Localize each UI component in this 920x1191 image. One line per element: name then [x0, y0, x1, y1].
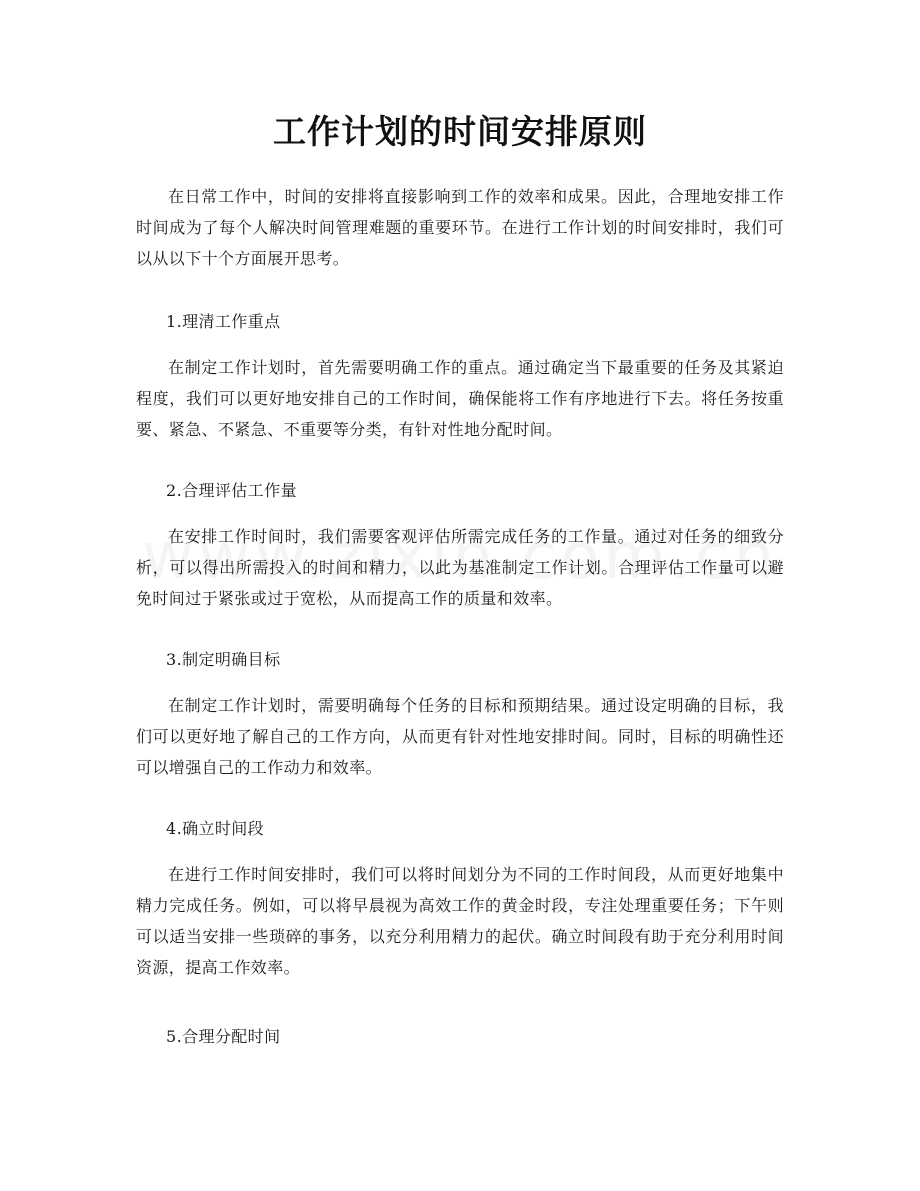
section-heading: 4.确立时间段 [166, 819, 265, 838]
section-heading: 1.理清工作重点 [166, 312, 281, 331]
section-body: 在安排工作时间时，我们需要客观评估所需完成任务的工作量。通过对任务的细致分析，可以得出所需投入的时间和精力，以此为基准制定工作计划。合理评估工作量可以避免时间过于紧张或过于宽松，从而提高工作的质量和效率。 [136, 527, 784, 608]
section-body: 在制定工作计划时，需要明确每个任务的目标和预期结果。通过设定明确的目标，我们可以更好地了解自己的工作方向，从而更有针对性地安排时间。同时，目标的明确性还可以增强自己的工作动力和效率。 [136, 696, 784, 777]
section-heading: 3.制定明确目标 [166, 650, 281, 669]
section-heading: 2.合理评估工作量 [166, 481, 297, 500]
section-body: 在进行工作时间安排时，我们可以将时间划分为不同的工作时间段，从而更好地集中精力完成任务。例如，可以将早晨视为高效工作的黄金时段，专注处理重要任务；下午则可以适当安排一些琐碎的事务，以充分利用精力的起伏。确立时间段有助于充分利用时间资源，提高工作效率。 [136, 865, 784, 977]
document-title: 工作计划的时间安排原则 [273, 112, 647, 151]
section-heading: 5.合理分配时间 [166, 1027, 281, 1046]
section-body: 在制定工作计划时，首先需要明确工作的重点。通过确定当下最重要的任务及其紧迫程度，我们可以更好地安排自己的工作时间，确保能将工作有序地进行下去。将任务按重要、紧急、不紧急、不重要等分类，有针对性地分配时间。 [136, 358, 784, 439]
intro-paragraph: 在日常工作中，时间的安排将直接影响到工作的效率和成果。因此，合理地安排工作时间成为了每个人解决时间管理难题的重要环节。在进行工作计划的时间安排时，我们可以从以下十个方面展开思考。 [136, 187, 784, 268]
